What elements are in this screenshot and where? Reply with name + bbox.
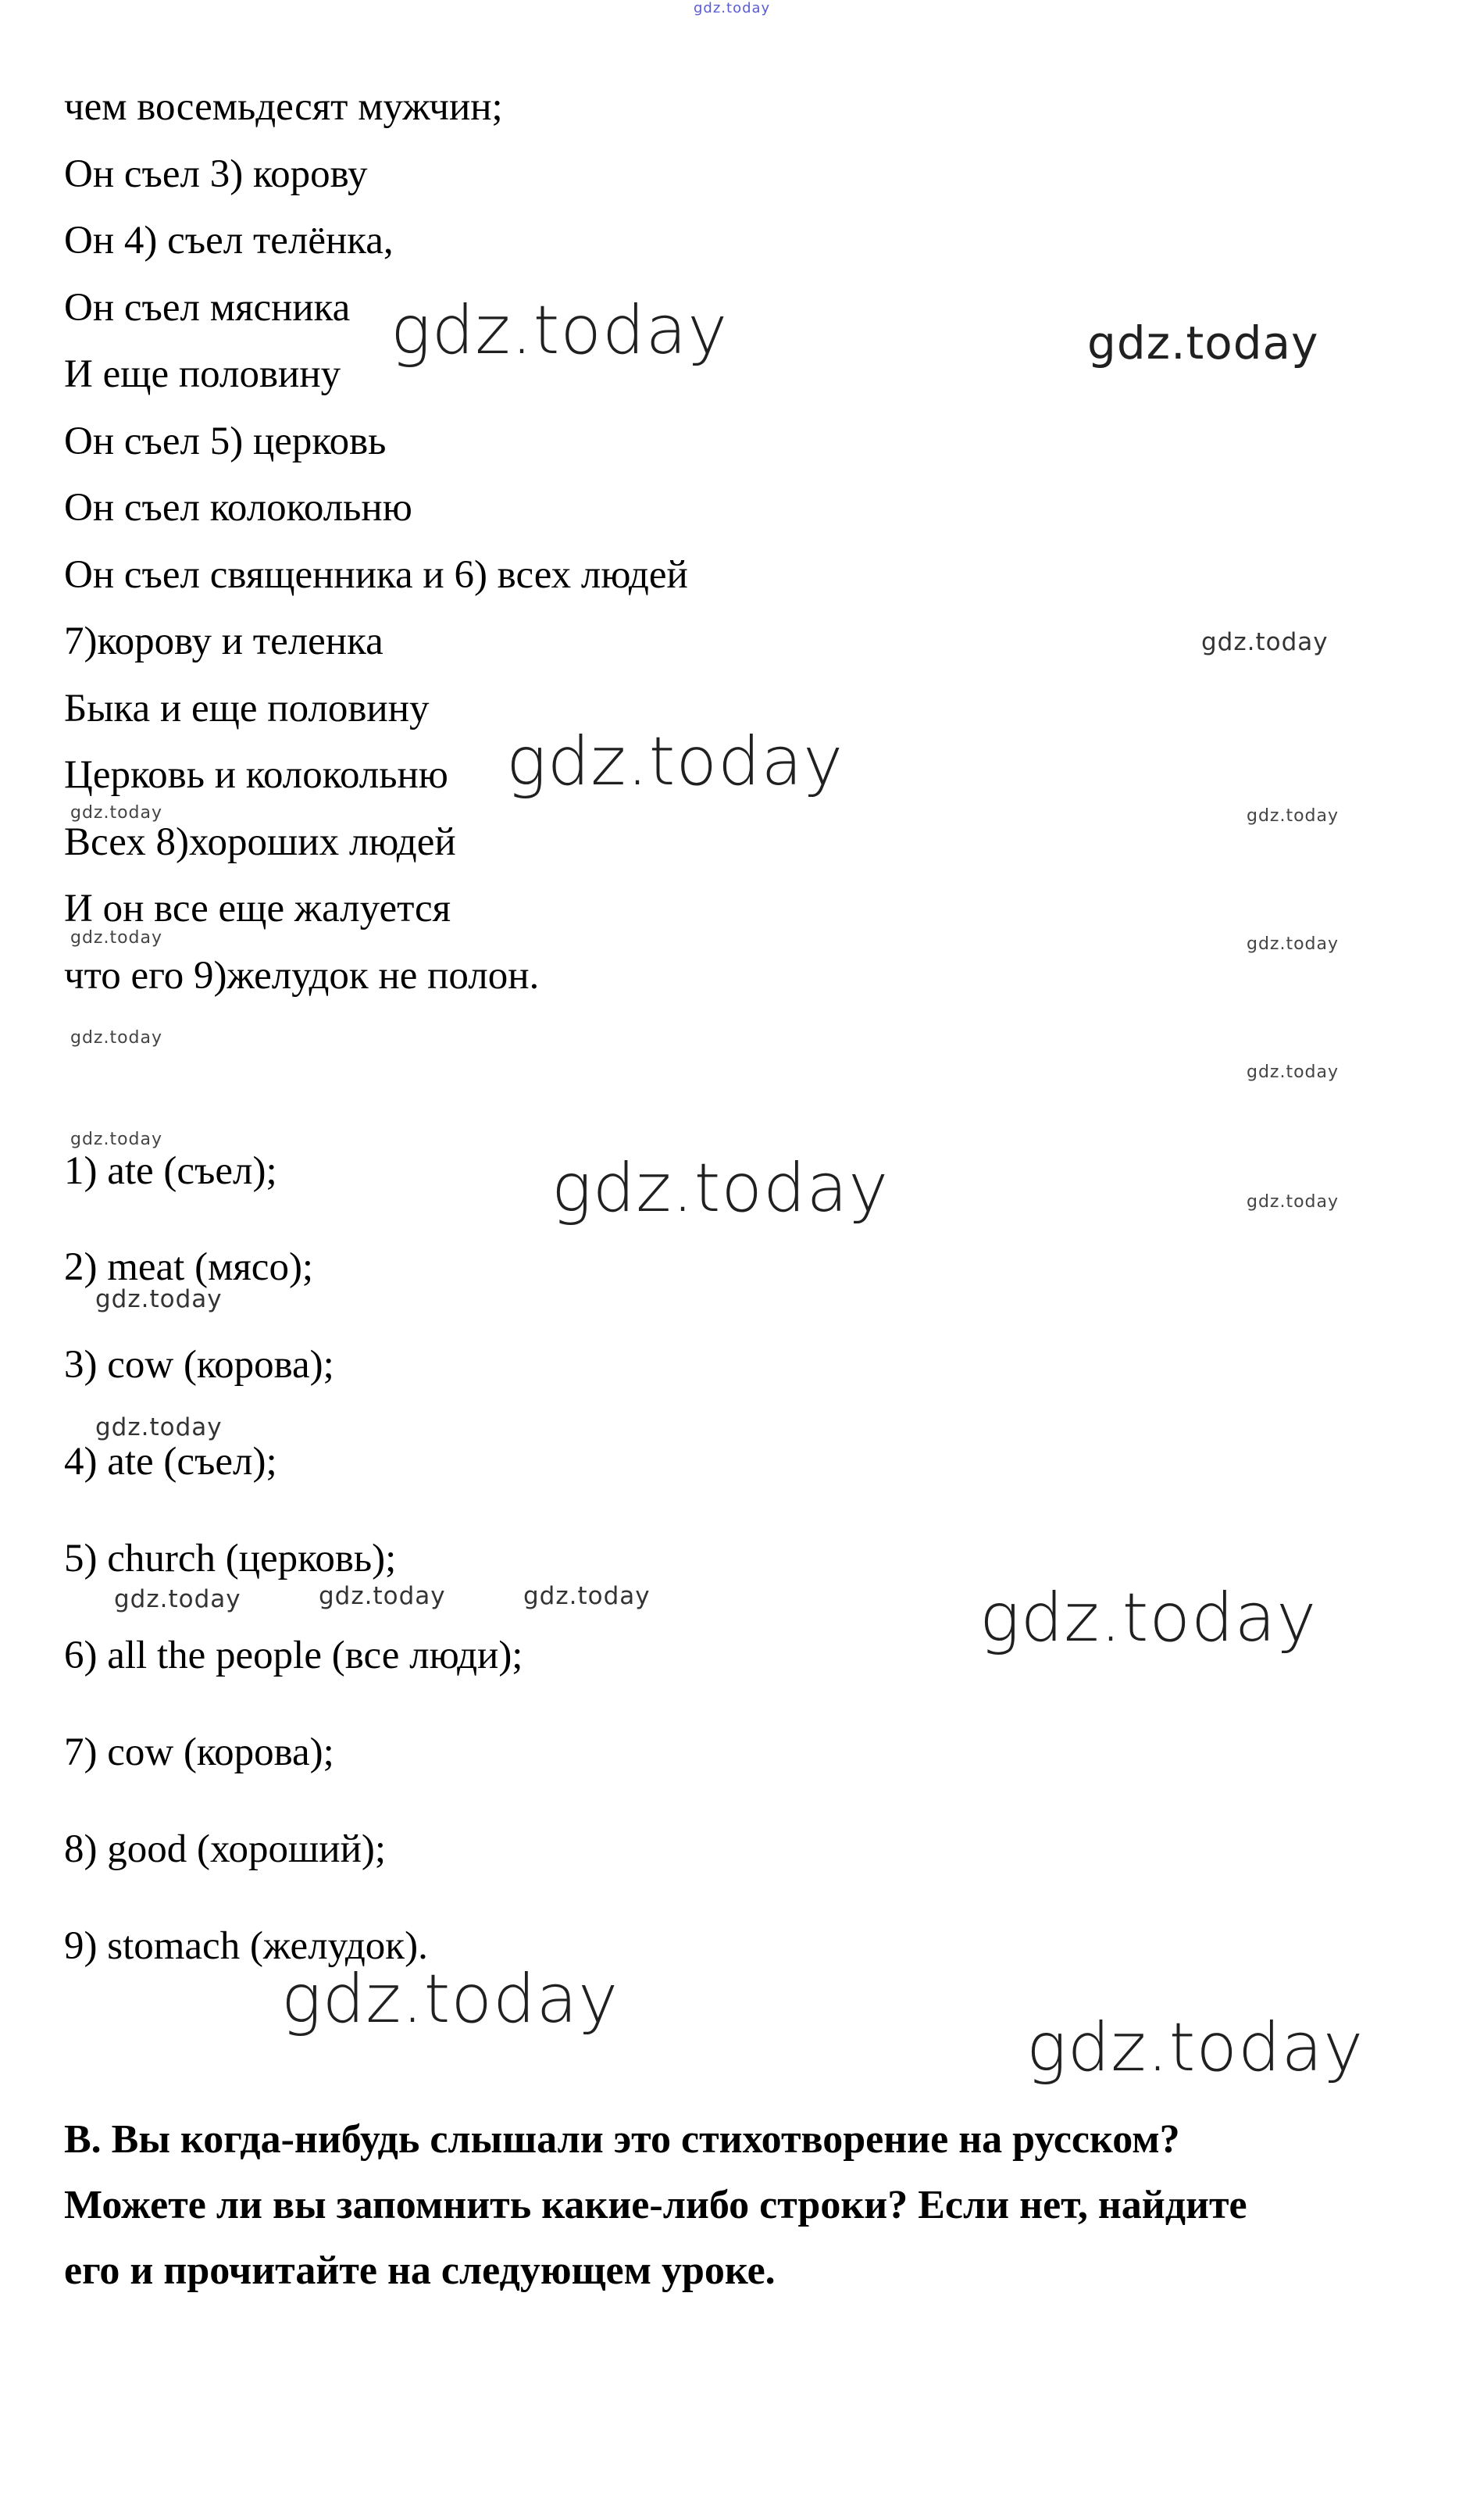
answer-item: 3) cow (корова); bbox=[64, 1343, 334, 1387]
watermark: gdz.today bbox=[1247, 806, 1340, 826]
watermark: gdz.today bbox=[1026, 2009, 1364, 2087]
watermark: gdz.today bbox=[114, 1585, 241, 1613]
watermark: gdz.today bbox=[694, 0, 771, 16]
watermark: gdz.today bbox=[1201, 628, 1329, 656]
answer-item: 6) all the people (все люди); bbox=[64, 1634, 523, 1677]
watermark: gdz.today bbox=[70, 803, 163, 823]
poem-line: 7)корову и теленка bbox=[64, 620, 383, 663]
watermark: gdz.today bbox=[95, 1285, 223, 1313]
answer-item: 9) stomach (желудок). bbox=[64, 1924, 428, 1968]
watermark: gdz.today bbox=[506, 723, 844, 801]
poem-line: Церковь и колокольню bbox=[64, 753, 448, 797]
question-text: Можете ли вы запомнить какие-либо строки? Если нет, найдите bbox=[64, 2183, 1247, 2227]
poem-line: Он съел мясника bbox=[64, 286, 351, 330]
question-text: его и прочитайте на следующем уроке. bbox=[64, 2248, 776, 2293]
poem-line: что его 9)желудок не полон. bbox=[64, 954, 540, 998]
answer-item: 7) cow (корова); bbox=[64, 1730, 334, 1774]
watermark: gdz.today bbox=[979, 1579, 1318, 1657]
poem-line: Он съел 5) церковь bbox=[64, 420, 387, 463]
answer-item: 2) meat (мясо); bbox=[64, 1245, 314, 1289]
poem-line: Он 4) съел телёнка, bbox=[64, 219, 394, 262]
watermark: gdz.today bbox=[551, 1149, 890, 1227]
answer-item: 1) ate (съел); bbox=[64, 1149, 277, 1193]
poem-line: И еще половину bbox=[64, 352, 341, 396]
watermark: gdz.today bbox=[1247, 1062, 1340, 1082]
watermark: gdz.today bbox=[70, 1130, 163, 1149]
answer-item: 4) ate (съел); bbox=[64, 1440, 277, 1484]
poem-line: И он все еще жалуется bbox=[64, 887, 451, 930]
poem-line: Он съел священника и 6) всех людей bbox=[64, 553, 688, 597]
watermark: gdz.today bbox=[523, 1582, 651, 1610]
watermark: gdz.today bbox=[1247, 934, 1340, 954]
watermark: gdz.today bbox=[281, 1960, 619, 2038]
answer-item: 8) good (хороший); bbox=[64, 1827, 387, 1871]
question-text: B. Вы когда-нибудь слышали это стихотворение на русском? bbox=[64, 2117, 1180, 2162]
poem-line: Он съел колокольню bbox=[64, 486, 412, 530]
poem-line: чем восемьдесят мужчин; bbox=[64, 85, 503, 129]
watermark: gdz.today bbox=[70, 1028, 163, 1048]
watermark: gdz.today bbox=[70, 928, 163, 948]
poem-line: Он съел 3) корову bbox=[64, 152, 368, 196]
answer-item: 5) church (церковь); bbox=[64, 1537, 397, 1580]
watermark: gdz.today bbox=[391, 291, 729, 370]
watermark: gdz.today bbox=[95, 1413, 223, 1441]
watermark: gdz.today bbox=[1247, 1192, 1340, 1212]
poem-line: Всех 8)хороших людей bbox=[64, 820, 456, 864]
poem-line: Быка и еще половину bbox=[64, 687, 430, 730]
watermark: gdz.today bbox=[1087, 316, 1319, 370]
watermark: gdz.today bbox=[319, 1582, 446, 1610]
